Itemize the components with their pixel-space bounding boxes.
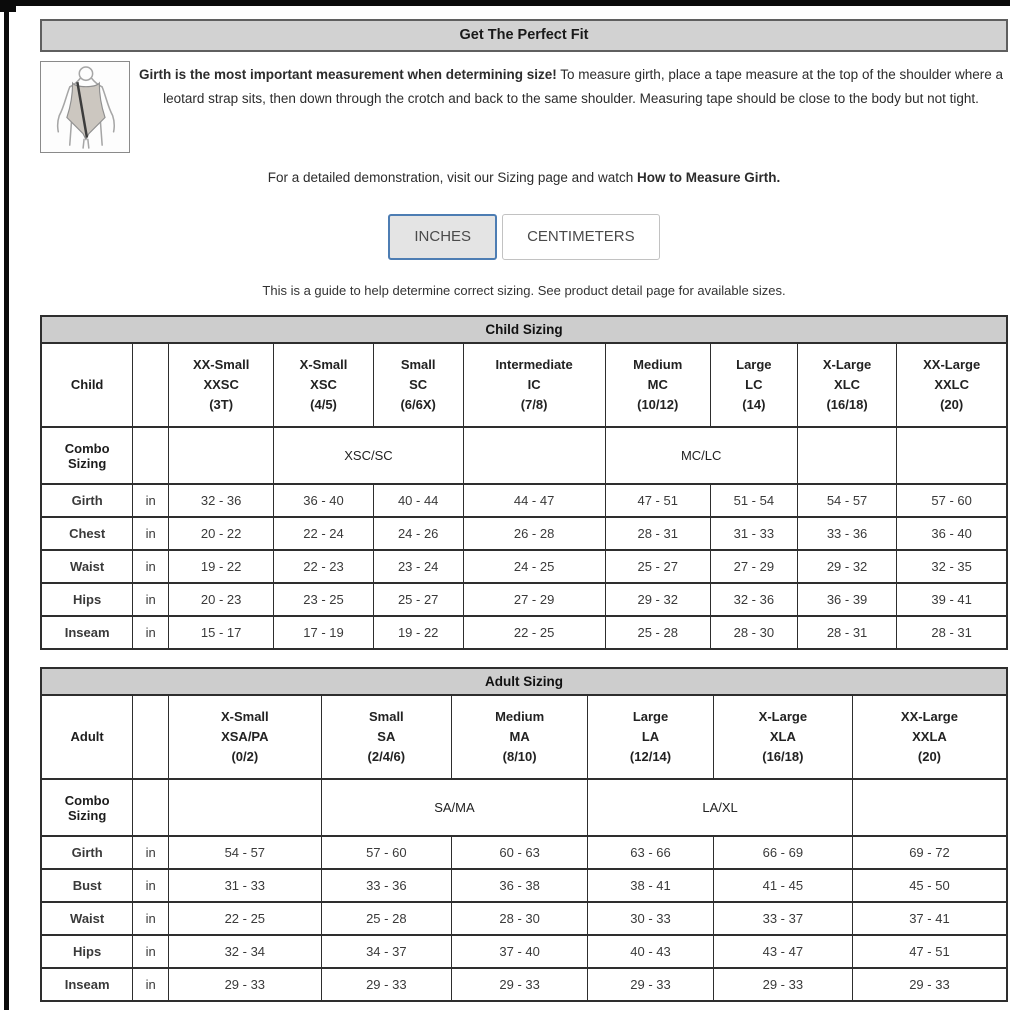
measurement-row (41, 484, 1007, 517)
measurement-label-cell: Chest (41, 517, 133, 550)
demo-note-bold: How to Measure Girth. (636, 170, 781, 185)
size-header-cell: Small SC (6/6X) (373, 343, 463, 427)
measurement-value-cell: 19 - 22 (169, 550, 274, 583)
measurement-value-cell: 36 - 39 (797, 583, 896, 616)
measurement-row (41, 517, 1007, 550)
size-header-cell: X-Large XLA (16/18) (713, 695, 852, 779)
girth-instructions (130, 61, 1008, 112)
measurement-value-cell: 63 - 66 (588, 836, 714, 869)
demo-note-text: For a detailed demonstration, visit our Sizing page and watch (267, 170, 637, 185)
combo-sizing-row (41, 779, 1007, 836)
measurement-value-cell: 24 - 26 (373, 517, 463, 550)
measurement-value-cell: 36 - 40 (897, 517, 1007, 550)
measurement-value-cell: 51 - 54 (710, 484, 797, 517)
measurement-row (41, 935, 1007, 968)
child-sizing-table (40, 315, 1008, 650)
combo-value-cell (897, 427, 1007, 484)
measurement-value-cell: 23 - 25 (274, 583, 373, 616)
measurement-value-cell: 25 - 27 (605, 550, 710, 583)
unit-cell: in (133, 484, 169, 517)
measurement-value-cell: 34 - 37 (321, 935, 451, 968)
measurement-value-cell: 17 - 19 (274, 616, 373, 649)
measurement-value-cell: 19 - 22 (373, 616, 463, 649)
measurement-value-cell: 37 - 40 (452, 935, 588, 968)
measurement-value-cell: 57 - 60 (321, 836, 451, 869)
measurement-value-cell: 28 - 31 (897, 616, 1007, 649)
measurement-value-cell: 28 - 30 (452, 902, 588, 935)
group-label-cell: Adult (41, 695, 133, 779)
measurement-value-cell: 69 - 72 (852, 836, 1007, 869)
size-header-cell: XX-Large XXLA (20) (852, 695, 1007, 779)
measurement-value-cell: 40 - 43 (588, 935, 714, 968)
measurement-value-cell: 38 - 41 (588, 869, 714, 902)
girth-instructions-lead: Girth is the most important measurement when determining size! (138, 67, 557, 82)
measurement-value-cell: 32 - 35 (897, 550, 1007, 583)
unit-toggle (40, 214, 1008, 260)
measurement-value-cell: 33 - 36 (797, 517, 896, 550)
measurement-value-cell: 22 - 25 (463, 616, 605, 649)
unit-cell: in (133, 902, 169, 935)
size-header-cell: X-Small XSC (4/5) (274, 343, 373, 427)
measurement-value-cell: 44 - 47 (463, 484, 605, 517)
size-header-cell: XX-Small XXSC (3T) (169, 343, 274, 427)
measurement-value-cell: 33 - 37 (713, 902, 852, 935)
unit-cell: in (133, 935, 169, 968)
unit-cell: in (133, 836, 169, 869)
girth-instructions-body: To measure girth, place a tape measure at the top of the shoulder where a leotard strap sits, then down through the crotch and back to the same shoulder. Measuring tape should be close to the body but not tight. (163, 67, 1004, 107)
measurement-value-cell: 47 - 51 (852, 935, 1007, 968)
leotard-girth-icon (44, 64, 126, 150)
combo-unit-cell (133, 779, 169, 836)
page-title (40, 19, 1008, 52)
measurement-value-cell: 27 - 29 (463, 583, 605, 616)
combo-value-cell (463, 427, 605, 484)
measurement-value-cell: 31 - 33 (169, 869, 322, 902)
combo-label-cell: Combo Sizing (41, 779, 133, 836)
measurement-value-cell: 40 - 44 (373, 484, 463, 517)
size-header-cell: Large LA (12/14) (588, 695, 714, 779)
combo-label-cell: Combo Sizing (41, 427, 133, 484)
size-header-cell: Medium MC (10/12) (605, 343, 710, 427)
unit-cell: in (133, 550, 169, 583)
combo-value-cell (169, 779, 322, 836)
measurement-label-cell: Hips (41, 935, 133, 968)
measurement-value-cell: 32 - 36 (169, 484, 274, 517)
measurement-value-cell: 15 - 17 (169, 616, 274, 649)
measurement-value-cell: 29 - 33 (588, 968, 714, 1001)
measurement-value-cell: 54 - 57 (797, 484, 896, 517)
combo-value-cell: LA/XL (588, 779, 853, 836)
measurement-value-cell: 39 - 41 (897, 583, 1007, 616)
measurement-value-cell: 47 - 51 (605, 484, 710, 517)
table-title: Child Sizing (41, 316, 1007, 343)
unit-header-cell (133, 695, 169, 779)
measurement-value-cell: 36 - 40 (274, 484, 373, 517)
page-title-text: Get The Perfect Fit (459, 27, 589, 43)
child-sizing-table-container (40, 315, 1008, 650)
measurement-value-cell: 22 - 24 (274, 517, 373, 550)
table-title: Adult Sizing (41, 668, 1007, 695)
measurement-value-cell: 37 - 41 (852, 902, 1007, 935)
measurement-value-cell: 29 - 32 (605, 583, 710, 616)
combo-value-cell: XSC/SC (274, 427, 463, 484)
unit-cell: in (133, 968, 169, 1001)
size-header-cell: Medium MA (8/10) (452, 695, 588, 779)
intro-section (40, 61, 1008, 153)
measurement-value-cell: 20 - 22 (169, 517, 274, 550)
measurement-label-cell: Bust (41, 869, 133, 902)
table-title-row (41, 668, 1007, 695)
measurement-value-cell: 29 - 33 (852, 968, 1007, 1001)
measurement-value-cell: 29 - 33 (452, 968, 588, 1001)
unit-header-cell (133, 343, 169, 427)
measurement-value-cell: 29 - 33 (713, 968, 852, 1001)
measurement-value-cell: 43 - 47 (713, 935, 852, 968)
measurement-row (41, 550, 1007, 583)
combo-unit-cell (133, 427, 169, 484)
measurement-value-cell: 24 - 25 (463, 550, 605, 583)
measurement-label-cell: Girth (41, 836, 133, 869)
measurement-value-cell: 31 - 33 (710, 517, 797, 550)
measurement-value-cell: 29 - 33 (321, 968, 451, 1001)
measurement-row (41, 583, 1007, 616)
table-title-row (41, 316, 1007, 343)
measurement-label-cell: Waist (41, 550, 133, 583)
combo-value-cell (169, 427, 274, 484)
adult-sizing-table (40, 667, 1008, 1002)
size-header-row (41, 343, 1007, 427)
size-header-cell: Intermediate IC (7/8) (463, 343, 605, 427)
inches-button[interactable]: INCHES (388, 214, 497, 260)
measurement-value-cell: 23 - 24 (373, 550, 463, 583)
measurement-value-cell: 25 - 28 (321, 902, 451, 935)
measurement-value-cell: 36 - 38 (452, 869, 588, 902)
combo-value-cell: MC/LC (605, 427, 797, 484)
combo-value-cell (852, 779, 1007, 836)
unit-cell: in (133, 869, 169, 902)
leotard-diagram-image (40, 61, 130, 153)
measurement-value-cell: 28 - 31 (605, 517, 710, 550)
sizing-guide-note: This is a guide to help determine correct sizing. See product detail page for available sizes. (262, 283, 786, 298)
unit-cell: in (133, 616, 169, 649)
measurement-value-cell: 22 - 23 (274, 550, 373, 583)
size-header-cell: Large LC (14) (710, 343, 797, 427)
measurement-value-cell: 57 - 60 (897, 484, 1007, 517)
size-header-row (41, 695, 1007, 779)
measurement-value-cell: 22 - 25 (169, 902, 322, 935)
measurement-row (41, 836, 1007, 869)
measurement-value-cell: 28 - 31 (797, 616, 896, 649)
measurement-row (41, 616, 1007, 649)
measurement-label-cell: Girth (41, 484, 133, 517)
measurement-value-cell: 54 - 57 (169, 836, 322, 869)
measurement-value-cell: 27 - 29 (710, 550, 797, 583)
measurement-value-cell: 20 - 23 (169, 583, 274, 616)
unit-cell: in (133, 583, 169, 616)
measurement-value-cell: 29 - 32 (797, 550, 896, 583)
measurement-row (41, 869, 1007, 902)
measurement-value-cell: 66 - 69 (713, 836, 852, 869)
page-edge-artifact-left (4, 0, 9, 1010)
size-guide-page (40, 0, 1008, 1002)
size-header-cell: X-Large XLC (16/18) (797, 343, 896, 427)
measurement-value-cell: 30 - 33 (588, 902, 714, 935)
measurement-value-cell: 25 - 28 (605, 616, 710, 649)
measurement-value-cell: 29 - 33 (169, 968, 322, 1001)
measurement-value-cell: 32 - 36 (710, 583, 797, 616)
measurement-row (41, 902, 1007, 935)
measurement-value-cell: 32 - 34 (169, 935, 322, 968)
size-header-cell: Small SA (2/4/6) (321, 695, 451, 779)
size-header-cell: X-Small XSA/PA (0/2) (169, 695, 322, 779)
combo-sizing-row (41, 427, 1007, 484)
measurement-value-cell: 26 - 28 (463, 517, 605, 550)
measurement-value-cell: 28 - 30 (710, 616, 797, 649)
measurement-value-cell: 41 - 45 (713, 869, 852, 902)
measurement-value-cell: 45 - 50 (852, 869, 1007, 902)
measurement-label-cell: Waist (41, 902, 133, 935)
measurement-value-cell: 25 - 27 (373, 583, 463, 616)
measurement-label-cell: Hips (41, 583, 133, 616)
measurement-label-cell: Inseam (41, 968, 133, 1001)
measurement-row (41, 968, 1007, 1001)
measurement-value-cell: 60 - 63 (452, 836, 588, 869)
unit-cell: in (133, 517, 169, 550)
group-label-cell: Child (41, 343, 133, 427)
measurement-value-cell: 33 - 36 (321, 869, 451, 902)
centimeters-button[interactable]: CENTIMETERS (502, 214, 660, 260)
adult-sizing-table-container (40, 667, 1008, 1002)
combo-value-cell (797, 427, 896, 484)
demo-note (40, 170, 1008, 185)
combo-value-cell: SA/MA (321, 779, 588, 836)
measurement-label-cell: Inseam (41, 616, 133, 649)
size-header-cell: XX-Large XXLC (20) (897, 343, 1007, 427)
